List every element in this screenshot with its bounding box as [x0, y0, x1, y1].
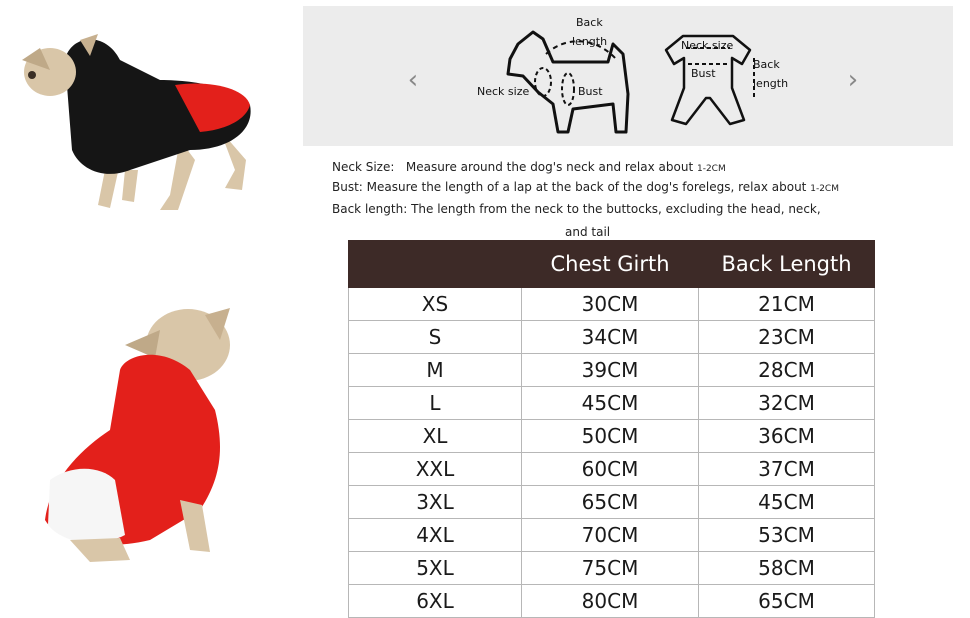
- chest-girth-cell: 50CM: [522, 420, 699, 453]
- back-length-cell: 45CM: [699, 486, 875, 519]
- chest-girth-cell: 30CM: [522, 288, 699, 321]
- size-cell: XXL: [349, 453, 522, 486]
- instruction-bust: [332, 180, 839, 194]
- back-length-cell: 28CM: [699, 354, 875, 387]
- table-row: [349, 552, 875, 585]
- back-length-cell: 53CM: [699, 519, 875, 552]
- header-back-length: Back Length: [699, 241, 875, 288]
- instruction-back: [332, 202, 821, 216]
- size-cell: M: [349, 354, 522, 387]
- diagram-label-neck-size: Neck size: [477, 85, 530, 98]
- table-header-row: [349, 241, 875, 288]
- table-row: [349, 519, 875, 552]
- table-row: [349, 585, 875, 618]
- chest-girth-cell: 70CM: [522, 519, 699, 552]
- dog-outline-diagram: [498, 14, 648, 139]
- diagram-label-length: length: [572, 35, 608, 48]
- table-row: [349, 288, 875, 321]
- carousel-prev-button[interactable]: ‹: [407, 65, 419, 95]
- dog-red-hoodie-illustration: [30, 300, 250, 580]
- product-photo-red-hoodie: [30, 300, 250, 580]
- diagram-label-bust-garment: Bust: [691, 67, 716, 80]
- diagram-label-back-garment: Back: [753, 58, 780, 71]
- chest-girth-cell: 60CM: [522, 453, 699, 486]
- instruction-back-term: Back length:: [332, 202, 408, 216]
- instruction-neck: [332, 160, 726, 174]
- size-cell: S: [349, 321, 522, 354]
- size-cell: 3XL: [349, 486, 522, 519]
- diagram-label-length-garment: length: [753, 77, 789, 90]
- chest-girth-cell: 39CM: [522, 354, 699, 387]
- instruction-neck-term: Neck Size:: [332, 160, 395, 174]
- table-row: [349, 486, 875, 519]
- back-length-cell: 65CM: [699, 585, 875, 618]
- chest-girth-cell: 34CM: [522, 321, 699, 354]
- back-length-cell: 36CM: [699, 420, 875, 453]
- size-cell: XL: [349, 420, 522, 453]
- chest-girth-cell: 75CM: [522, 552, 699, 585]
- back-length-cell: 37CM: [699, 453, 875, 486]
- back-length-cell: 58CM: [699, 552, 875, 585]
- size-cell: 6XL: [349, 585, 522, 618]
- back-length-cell: 23CM: [699, 321, 875, 354]
- instruction-bust-term: Bust:: [332, 180, 363, 194]
- instruction-neck-amount: 1-2CM: [696, 164, 726, 174]
- diagram-label-bust: Bust: [578, 85, 603, 98]
- chest-girth-cell: 80CM: [522, 585, 699, 618]
- diagram-label-neck-size-garment: Neck size: [681, 39, 734, 52]
- table-row: [349, 420, 875, 453]
- header-size: [349, 241, 522, 288]
- product-photo-black-hoodie: [10, 20, 270, 220]
- measurement-diagram-panel: [303, 6, 953, 146]
- instruction-bust-text: Measure the length of a lap at the back of the dog's forelegs, relax about: [366, 180, 807, 194]
- size-cell: 5XL: [349, 552, 522, 585]
- dog-black-hoodie-illustration: [10, 20, 270, 220]
- header-chest-girth: Chest Girth: [522, 241, 699, 288]
- instruction-neck-text: Measure around the dog's neck and relax about: [405, 160, 694, 174]
- instruction-back-text: The length from the neck to the buttocks, excluding the head, neck,: [411, 202, 821, 216]
- instruction-back-continued: and tail: [565, 225, 611, 239]
- instruction-bust-amount: 1-2CM: [810, 184, 839, 194]
- carousel-next-button[interactable]: ›: [847, 65, 859, 95]
- diagram-label-back: Back: [576, 16, 603, 29]
- table-row: [349, 387, 875, 420]
- chest-girth-cell: 45CM: [522, 387, 699, 420]
- table-row: [349, 453, 875, 486]
- table-row: [349, 354, 875, 387]
- size-cell: XS: [349, 288, 522, 321]
- size-cell: 4XL: [349, 519, 522, 552]
- chest-girth-cell: 65CM: [522, 486, 699, 519]
- back-length-cell: 32CM: [699, 387, 875, 420]
- table-row: [349, 321, 875, 354]
- size-cell: L: [349, 387, 522, 420]
- size-chart-table: [348, 240, 875, 618]
- back-length-cell: 21CM: [699, 288, 875, 321]
